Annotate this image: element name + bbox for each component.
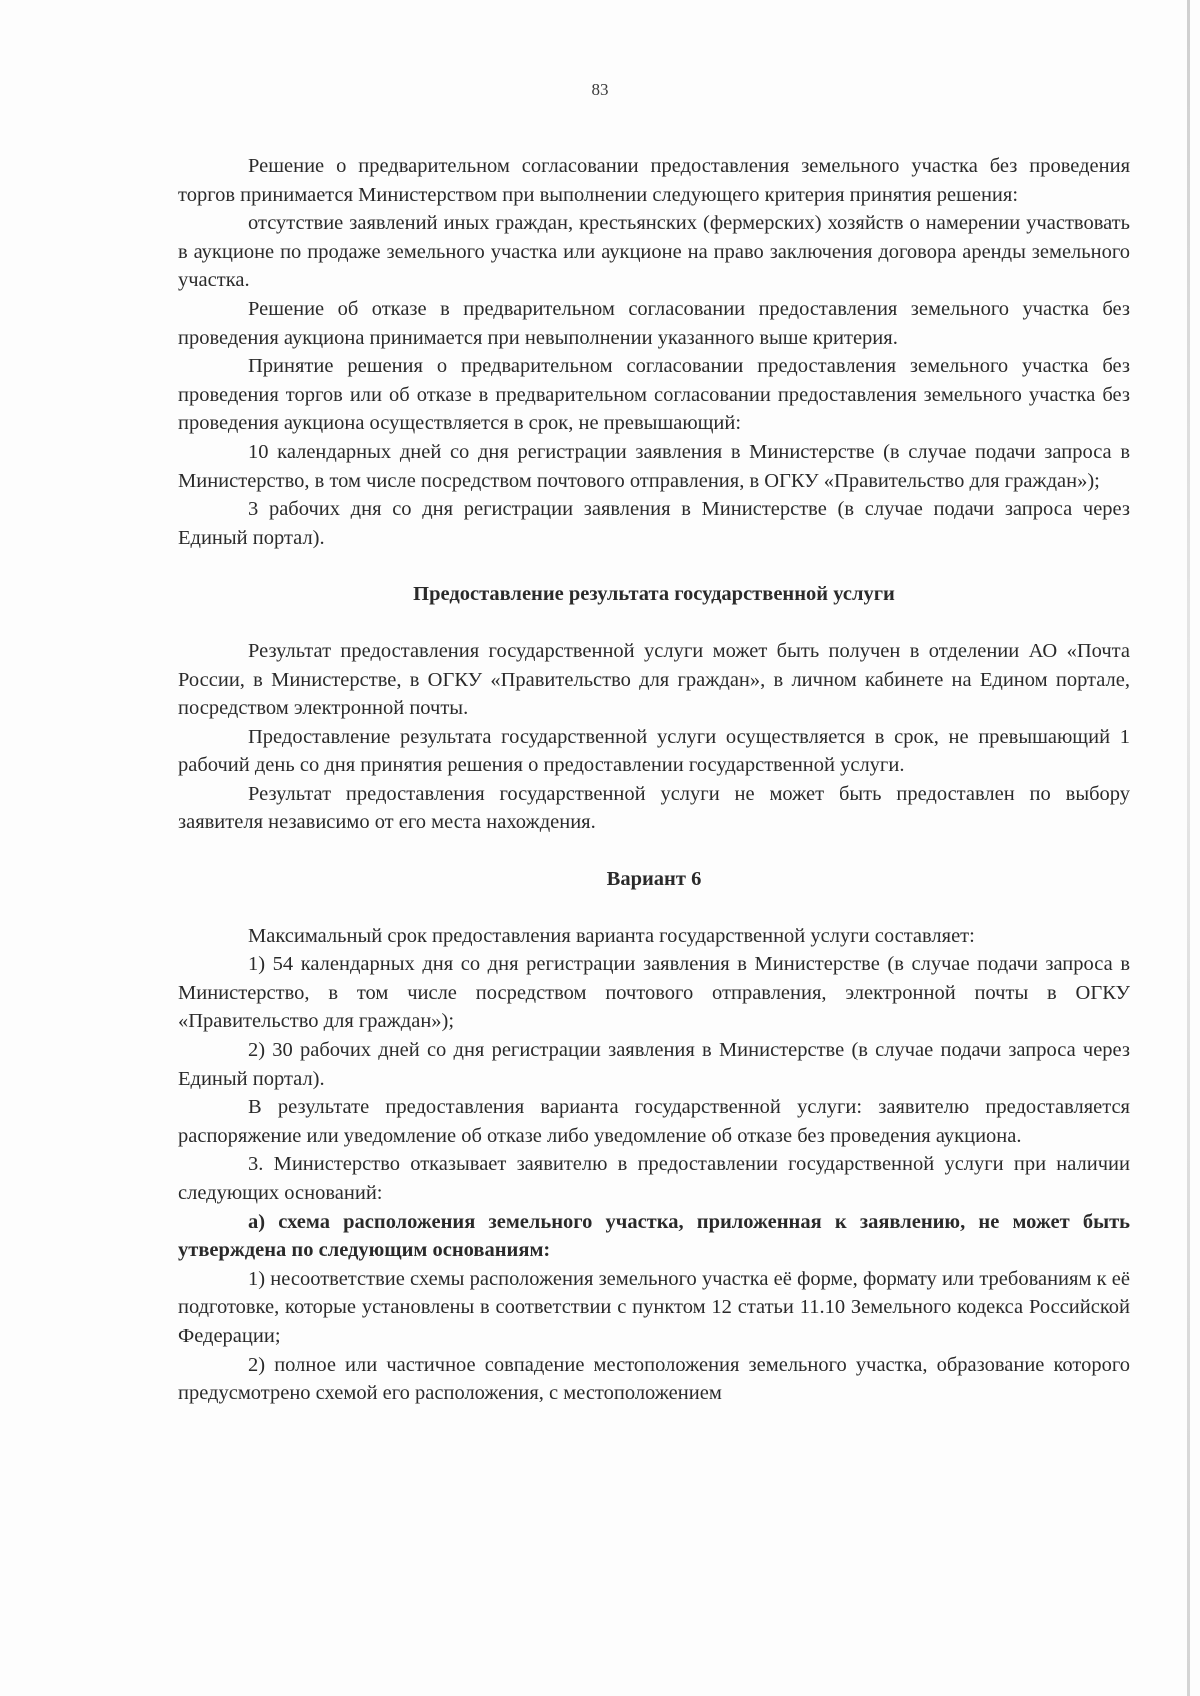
section-heading: Вариант 6 — [606, 868, 702, 891]
page-number: 83 — [591, 80, 609, 99]
paragraph: 2) 30 рабочих дней со дня регистрации заявления в Министерстве (в случае подачи запроса через Единый портал). — [178, 1039, 1130, 1090]
paragraph: 3. Министерство отказывает заявителю в предоставлении государственной услуги при наличии следующих оснований: — [178, 1153, 1130, 1204]
paragraph: Максимальный срок предоставления варианта государственной услуги составляет: — [248, 924, 975, 947]
paragraph: Предоставление результата государственной услуги осуществляется в срок, не превышающий 1 рабочий день со дня принятия решения о предоставлении государственной услуги. — [178, 725, 1130, 777]
paragraph: 10 календарных дней со дня регистрации заявления в Министерстве (в случае подачи запроса в Министерство, в том числе посредством почтового отправления, в ОГКУ «Правительство для граждан»); — [178, 440, 1130, 492]
section-heading: Предоставление результата государственной услуги — [413, 583, 895, 606]
bold-paragraph: а) схема расположения земельного участка, приложенная к заявлению, не может быть утверждена по следующим основаниям: — [178, 1210, 1130, 1262]
paragraph: отсутствие заявлений иных граждан, крестьянских (фермерских) хозяйств о намерении участвовать в аукционе по продаже земельного участка или аукционе на право заключения договора аренды земельного участка. — [178, 212, 1130, 292]
paragraph: Решение об отказе в предварительном согласовании предоставления земельного участка без проведения аукциона принимается при невыполнении указанного выше критерия. — [178, 297, 1130, 349]
list-paragraph: 1) несоответствие схемы расположения земельного участка её форме, формату или требованиям к её подготовке, которые установлены в соответствии с пунктом 12 статьи 11.10 Земельного кодекса Российской Федерации; — [178, 1267, 1130, 1347]
paragraph: В результате предоставления варианта государственной услуги: заявителю предоставляется распоряжение или уведомление об отказе либо уведомление об отказе без проведения аукциона. — [178, 1096, 1130, 1147]
paragraph: Результат предоставления государственной услуги не может быть предоставлен по выбору заявителя независимо от его места нахождения. — [178, 782, 1130, 834]
list-paragraph: 2) полное или частичное совпадение местоположения земельного участка, образование которого предусмотрено схемой его расположения, с местоположением — [178, 1353, 1130, 1405]
paragraph: Результат предоставления государственной услуги может быть получен в отделении АО «Почта России, в Министерстве, в ОГКУ «Правительство для граждан», в личном кабинете на Едином портале, посредством электронной почты. — [178, 639, 1130, 720]
document-body — [178, 152, 1130, 1408]
paragraph: 3 рабочих дня со дня регистрации заявления в Министерстве (в случае подачи запроса через Единый портал). — [178, 498, 1130, 549]
paragraph: 1) 54 календарных дня со дня регистрации заявления в Министерстве (в случае подачи запроса в Министерство, в том числе посредством почтового отправления, электронной почты в ОГКУ «Правительство для граждан»); — [178, 953, 1130, 1033]
paragraph: Решение о предварительном согласовании предоставления земельного участка без проведения торгов принимается Министерством при выполнении следующего критерия принятия решения: — [178, 155, 1130, 206]
paragraph: Принятие решения о предварительном согласовании предоставления земельного участка без проведения торгов или об отказе в предварительном согласовании предоставления земельного участка без проведения аукциона осуществляется в срок, не превышающий: — [178, 355, 1130, 435]
scan-edge-line — [1187, 0, 1190, 1696]
